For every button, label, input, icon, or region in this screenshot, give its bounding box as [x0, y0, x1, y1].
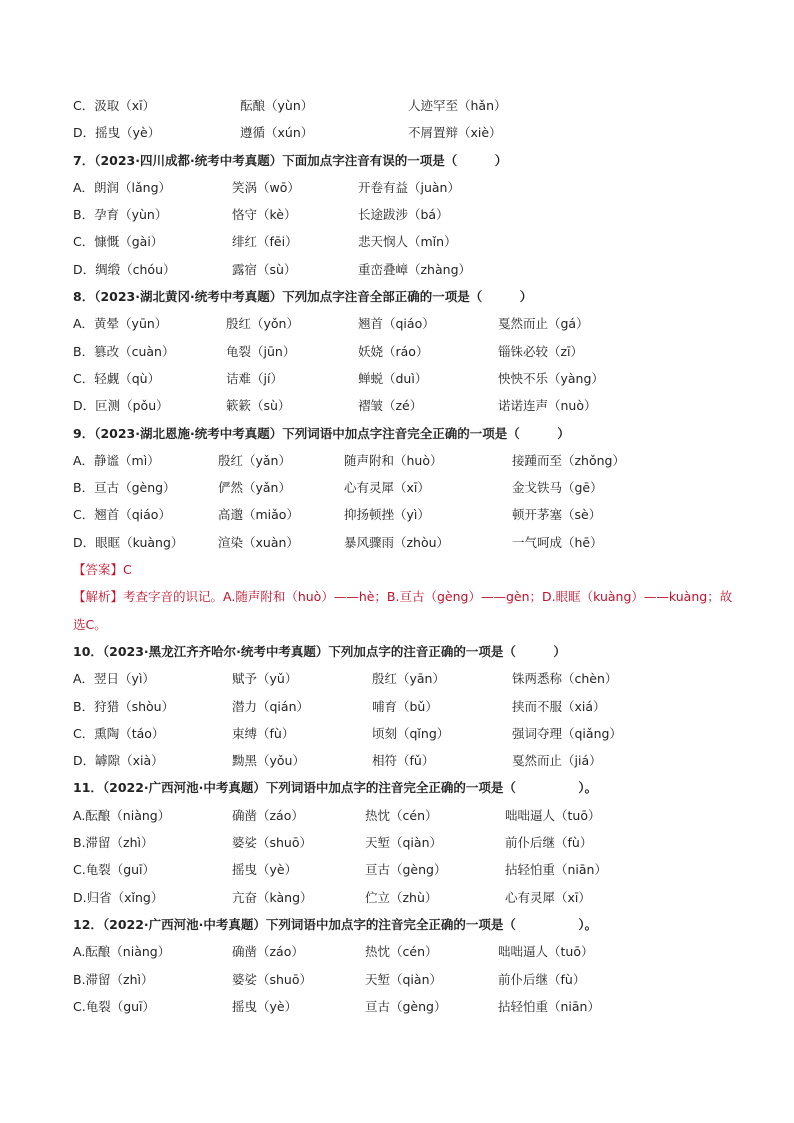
option-cell: 天堑（qiàn） — [365, 835, 442, 851]
option-cell: 诘难（jí） — [226, 370, 283, 386]
option-line — [0, 392, 794, 419]
option-cell: 酝酿（yùn） — [240, 98, 314, 113]
option-cell: B．亘古（gèng） — [73, 480, 176, 496]
option-cell: 高邈（miǎo） — [218, 507, 299, 523]
option-cell: 开卷有益（juàn） — [358, 179, 460, 195]
option-cell: D．摇曳（yè） — [73, 125, 161, 141]
option-cell: 顿开茅塞（sè） — [512, 507, 602, 523]
option-cell: 长途跋涉（bá） — [358, 207, 449, 223]
option-line — [0, 119, 794, 146]
option-line — [0, 829, 794, 856]
option-cell: 遵循（xún） — [240, 125, 314, 141]
option-cell: 褶皱（zé） — [358, 398, 423, 414]
answer-value: C — [123, 562, 132, 578]
option-cell: 绯红（fēi） — [232, 234, 298, 250]
option-cell: A.酝酿（niàng） — [73, 807, 171, 823]
option-line — [0, 92, 794, 119]
question-10-stem: 10．（2023·黑龙江齐齐哈尔·统考中考真题）下列加点字的注音正确的一项是（ ） — [73, 643, 566, 659]
question-11-stem: 11．（2022·广西河池·中考真题）下列词语中加点字的注音完全正确的一项是（ ）。 — [73, 780, 598, 796]
question-8-stem: 8．（2023·湖北黄冈·统考中考真题）下列加点字注音全部正确的一项是（ ） — [73, 289, 533, 305]
option-cell: 亢奋（kàng） — [232, 889, 313, 905]
option-cell: 戛然而止（jiá） — [512, 753, 602, 769]
option-cell: 金戈铁马（gē） — [512, 480, 603, 496]
option-line — [0, 174, 794, 201]
option-cell: B.滞留（zhì） — [73, 971, 154, 987]
option-line — [0, 474, 794, 501]
option-cell: 龟裂（jūn） — [226, 343, 296, 359]
option-cell: 随声附和（huò） — [344, 452, 443, 468]
option-cell: 确凿（záo） — [232, 944, 304, 960]
option-cell: 心有灵犀（xī） — [505, 889, 591, 905]
option-cell: 锱铢必较（zī） — [498, 343, 584, 359]
option-cell: B.滞留（zhì） — [73, 835, 154, 851]
option-cell: 顷刻（qǐng） — [372, 725, 450, 741]
option-line — [0, 201, 794, 228]
option-cell: 簌簌（sù） — [226, 398, 291, 414]
option-cell: 一气呵成（hē） — [512, 534, 603, 550]
option-cell: 笑涡（wō） — [232, 179, 300, 195]
option-cell: 确凿（záo） — [232, 807, 304, 823]
option-cell: D．眼眶（kuàng） — [73, 534, 184, 550]
option-cell: 前仆后继（fù） — [505, 835, 593, 851]
option-cell: A．翌日（yì） — [73, 671, 155, 687]
option-line — [0, 856, 794, 883]
option-cell: 诺诺连声（nuò） — [498, 398, 597, 414]
analysis-block — [0, 583, 733, 638]
option-cell: 热忱（cén） — [365, 807, 438, 823]
option-cell: C．翘首（qiáo） — [73, 507, 171, 523]
option-cell: 露宿（sù） — [232, 261, 297, 277]
option-cell: 潜力（qián） — [232, 698, 309, 714]
option-cell: 暴风骤雨（zhòu） — [344, 534, 450, 550]
option-cell: 殷红（yān） — [372, 671, 445, 687]
option-cell: 摇曳（yè） — [232, 998, 298, 1014]
option-cell: 恪守（kè） — [232, 207, 297, 223]
option-cell: 悲天悯人（mǐn） — [358, 234, 457, 250]
option-cell: 哺育（bǔ） — [372, 698, 438, 714]
option-line — [0, 802, 794, 829]
option-cell: 俨然（yǎn） — [218, 480, 291, 496]
option-cell: D．绸缎（chóu） — [73, 261, 176, 277]
option-cell: C.龟裂（guī） — [73, 998, 156, 1014]
option-cell: 相符（fǔ） — [372, 753, 435, 769]
option-cell: 渲染（xuàn） — [218, 534, 299, 550]
option-line — [0, 938, 794, 965]
option-cell: D．罅隙（xià） — [73, 753, 164, 769]
option-cell: 摇曳（yè） — [232, 862, 298, 878]
option-cell: 心有灵犀（xī） — [344, 480, 430, 496]
option-cell: 怏怏不乐（yàng） — [498, 370, 604, 386]
option-cell: C．熏陶（táo） — [73, 725, 165, 741]
option-cell: C.龟裂（guī） — [73, 862, 156, 878]
option-cell: 天堑（qiàn） — [365, 971, 442, 987]
option-cell: C．慷慨（gài） — [73, 234, 164, 250]
option-line — [0, 256, 794, 283]
option-cell: C．轻觑（qù） — [73, 370, 161, 386]
option-cell: 咄咄逼人（tuō） — [505, 807, 601, 823]
option-line — [0, 338, 794, 365]
answer-tag: 【答案】 — [73, 562, 124, 578]
question-9-stem: 9．（2023·湖北恩施·统考中考真题）下列词语中加点字注音完全正确的一项是（ ） — [73, 425, 570, 441]
option-cell: C．汲取（xī） — [73, 98, 156, 113]
analysis-tag: 【解析】 — [73, 589, 124, 605]
option-cell: A．静谧（mì） — [73, 452, 160, 468]
option-cell: 束缚（fù） — [232, 725, 295, 741]
option-cell: 抑扬顿挫（yì） — [344, 507, 430, 523]
option-line — [0, 447, 794, 474]
option-cell: 重峦叠嶂（zhàng） — [358, 261, 472, 277]
option-line — [0, 966, 794, 993]
option-cell: 咄咄逼人（tuō） — [498, 944, 594, 960]
option-cell: 铢两悉称（chèn） — [512, 671, 618, 687]
option-line — [0, 884, 794, 911]
option-cell: B．狩猎（shòu） — [73, 698, 175, 714]
option-cell: 戛然而止（gá） — [498, 316, 589, 332]
option-cell: 接踵而至（zhǒng） — [512, 452, 625, 468]
option-cell: 黝黑（yǒu） — [232, 753, 305, 769]
analysis-text: 考查字音的识记。A.随声附和（huò）——hè；B.亘古（gèng）——gèn；D.眼眶（kuàng）——kuàng；故选C。 — [73, 589, 733, 632]
option-line — [0, 993, 794, 1020]
option-cell: 亘古（gèng） — [365, 998, 447, 1014]
option-cell: 强词夺理（qiǎng） — [512, 725, 622, 741]
option-line — [0, 720, 794, 747]
option-cell: 拈轻怕重（niān） — [505, 862, 607, 878]
option-line — [0, 501, 794, 528]
option-cell: 婆娑（shuō） — [232, 971, 313, 987]
option-cell: 殷红（yǎn） — [218, 452, 291, 468]
option-cell: 妖娆（ráo） — [358, 343, 429, 359]
option-cell: 前仆后继（fù） — [498, 971, 586, 987]
option-line — [0, 665, 794, 692]
option-cell: 不屑置辩（xiè） — [408, 125, 502, 141]
option-cell: B．孕育（yùn） — [73, 207, 168, 223]
answer-line — [0, 556, 794, 583]
option-cell: D．叵测（pǒu） — [73, 398, 169, 414]
option-cell: 挟而不服（xiá） — [512, 698, 606, 714]
option-cell: 赋予（yǔ） — [232, 671, 298, 687]
option-line — [0, 228, 794, 255]
option-cell: 拈轻怕重（niān） — [498, 998, 600, 1014]
option-cell: A．黄晕（yūn） — [73, 316, 168, 332]
option-cell: 婆娑（shuō） — [232, 835, 313, 851]
question-7-stem: 7．（2023·四川成都·统考中考真题）下面加点字注音有误的一项是（ ） — [73, 152, 508, 168]
option-cell: 亘古（gèng） — [365, 862, 447, 878]
option-line — [0, 693, 794, 720]
option-cell: 人迹罕至（hǎn） — [408, 98, 507, 113]
option-line — [0, 310, 794, 337]
option-cell: A．朗润（lǎng） — [73, 179, 172, 195]
option-line — [0, 529, 794, 556]
option-cell: 殷红（yǒn） — [226, 316, 299, 332]
option-cell: D.归省（xǐng） — [73, 889, 164, 905]
option-cell: 翘首（qiáo） — [358, 316, 435, 332]
option-cell: 蝉蜕（duì） — [358, 370, 428, 386]
question-12-stem: 12．（2022·广西河池·中考真题）下列词语中加点字的注音完全正确的一项是（ ）。 — [73, 916, 598, 932]
option-cell: A.酝酿（niàng） — [73, 944, 171, 960]
option-line — [0, 747, 794, 774]
option-line — [0, 365, 794, 392]
document-page — [0, 92, 794, 1020]
option-cell: 伫立（zhù） — [365, 889, 438, 905]
option-cell: 热忱（cén） — [365, 944, 438, 960]
option-cell: B．篡改（cuàn） — [73, 343, 175, 359]
